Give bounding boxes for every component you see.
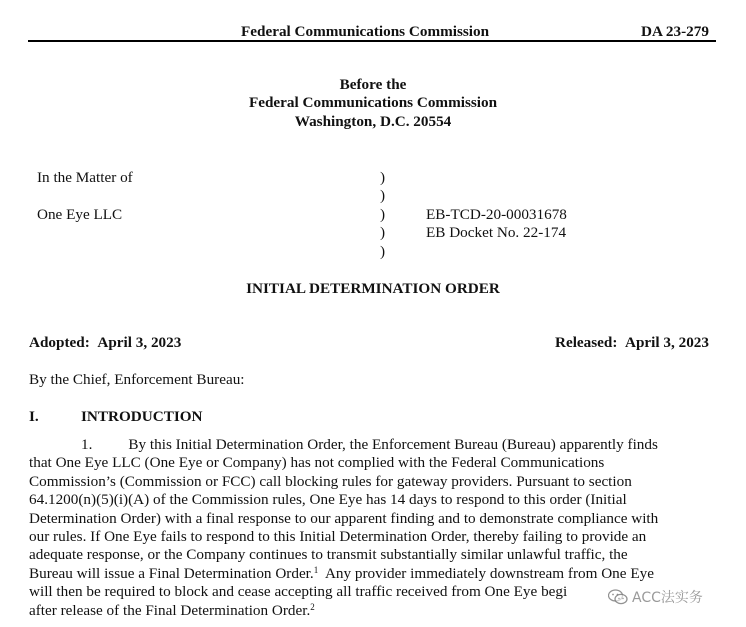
paragraph-line: 64.1200(n)(5)(i)(A) of the Commission rules, One Eye has 14 days to respond to this order (Initial: [29, 491, 627, 509]
released-label: Released:: [555, 334, 618, 351]
caption-bracket: ): [380, 169, 386, 186]
in-the-matter-of: In the Matter of: [37, 169, 133, 186]
adopted-label: Adopted:: [29, 334, 90, 351]
caption-agency: Federal Communications Commission: [248, 94, 498, 111]
paragraph-line: will then be required to block and cease accepting all traffic received from One Eye begi: [29, 583, 568, 601]
docket-number: EB Docket No. 22-174: [426, 224, 567, 241]
released-date: April 3, 2023: [625, 334, 709, 351]
watermark: [608, 585, 703, 609]
watermark-text: ACC法实务: [632, 590, 703, 606]
paragraph-line: that One Eye LLC (One Eye or Company) has not complied with the Federal Communications: [29, 454, 605, 472]
section-number: I.: [29, 408, 39, 425]
caption-bracket: ): [380, 243, 386, 260]
paragraph-line: our rules. If One Eye fails to respond to this Initial Determination Order, thereby failing to provide an: [29, 528, 647, 546]
caption-bracket: ): [380, 224, 386, 241]
paragraph-line: adequate response, or the Company continues to transmit substantially similar unlawful traffic, the: [29, 546, 628, 564]
released-line: [555, 334, 709, 352]
adopted-date: April 3, 2023: [97, 334, 182, 351]
paragraph-line: Bureau will issue a Final Determination Order.$^1$ Any provider immediately downstream from One Eye: [29, 564, 654, 582]
header-rule: [28, 40, 716, 42]
file-number: EB-TCD-20-00031678: [426, 206, 567, 223]
wechat-icon: [608, 589, 628, 605]
footnote-ref[interactable]: 1: [313, 564, 319, 575]
paragraph-line: Determination Order) with a final response to our apparent finding and to demonstrate compliance with: [29, 509, 659, 527]
paragraph-number: 1.: [81, 436, 93, 453]
party-name: One Eye LLC: [37, 206, 123, 223]
header-doc-number: DA 23-279: [641, 23, 709, 40]
header-agency: Federal Communications Commission: [241, 23, 490, 40]
caption-location: Washington, D.C. 20554: [294, 113, 452, 130]
section-title: INTRODUCTION: [81, 408, 203, 425]
caption-bracket: ): [380, 206, 386, 223]
adopted-line: [29, 334, 181, 352]
paragraph-line: after release of the Final Determination Order.$^2$: [29, 601, 315, 619]
paragraph-line: 1. By this Initial Determination Order, the Enforcement Bureau (Bureau) apparently finds: [81, 436, 658, 453]
paragraph-line: Commission’s (Commission or FCC) call blocking rules for gateway providers. Pursuant to section: [29, 472, 632, 490]
by-line: By the Chief, Enforcement Bureau:: [29, 371, 245, 388]
caption-before: Before the: [339, 76, 407, 93]
order-title: INITIAL DETERMINATION ORDER: [246, 280, 500, 297]
caption-bracket: ): [380, 187, 386, 204]
footnote-ref[interactable]: 2: [310, 601, 315, 612]
